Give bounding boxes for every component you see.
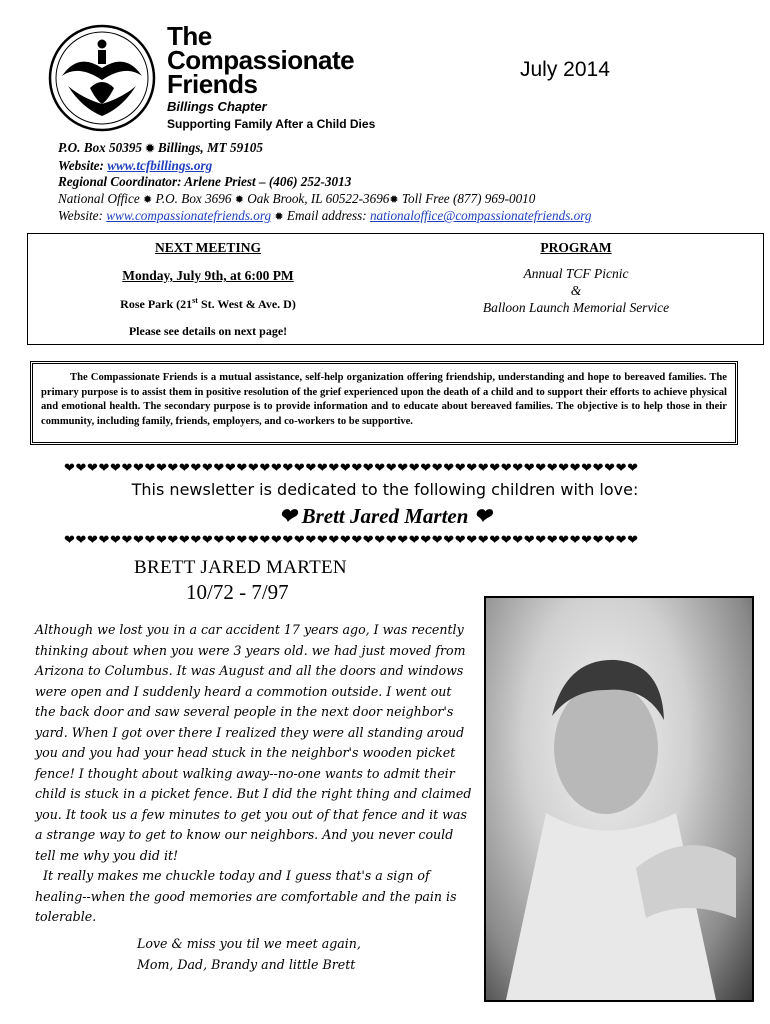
place-post: St. West & Ave. D) bbox=[197, 297, 296, 311]
heart-divider-bottom: ❤❤❤❤❤❤❤❤❤❤❤❤❤❤❤❤❤❤❤❤❤❤❤❤❤❤❤❤❤❤❤❤❤❤❤❤❤❤❤❤❤❤❤❤❤❤❤❤❤❤ bbox=[64, 532, 639, 547]
tribute-dates: 10/72 - 7/97 bbox=[186, 580, 289, 604]
heart-divider-top: ❤❤❤❤❤❤❤❤❤❤❤❤❤❤❤❤❤❤❤❤❤❤❤❤❤❤❤❤❤❤❤❤❤❤❤❤❤❤❤❤❤❤❤❤❤❤❤❤❤❤ bbox=[64, 460, 639, 475]
po-box: P.O. Box 50395 bbox=[58, 140, 143, 155]
org-name-line1: The bbox=[167, 21, 212, 51]
program-line1: Annual TCF Picnic bbox=[523, 266, 629, 281]
dedication-line: This newsletter is dedicated to the following children with love: bbox=[131, 480, 639, 499]
city: Billings, MT 59105 bbox=[157, 140, 263, 155]
local-website-link[interactable]: www.tcfbillings.org bbox=[107, 157, 213, 173]
national-website-line bbox=[58, 208, 591, 226]
national-website-link[interactable]: www.compassionatefriends.org bbox=[106, 208, 272, 223]
meeting-place bbox=[28, 296, 388, 312]
tribute-closing bbox=[137, 934, 361, 975]
tribute-paragraph: Although we lost you in a car accident 17 years ago, I was recently thinking about when you were 3 years old. we had just moved from Arizona to Columbus. It was August and all the doors and windows were open and I suddenly heard a commotion outside. I went out the back door and saw several people in the next door neighbor's yard. When I got over there I realized they were all standing aroud you and you had your head stuck in the neighbor's wooden picket fence! I thought about walking away--no-one wants to admit their child is stuck in a picket fence. But I did the right thing and claimed you. It took us a few minutes to get you out of that fence and it was a strange way to get to know our neighbors. And you never could tell me why you did it! bbox=[35, 622, 472, 863]
meeting-date: Monday, July 9th, at 6:00 PM bbox=[122, 268, 294, 283]
organization-name bbox=[167, 21, 355, 99]
next-meeting-title: NEXT MEETING bbox=[155, 240, 261, 255]
program-column bbox=[388, 234, 764, 316]
closing-line1: Love & miss you til we meet again, bbox=[137, 936, 361, 951]
meeting-box bbox=[27, 233, 764, 345]
closing-line2: Mom, Dad, Brandy and little Brett bbox=[137, 956, 356, 972]
national-office-label: National Office bbox=[58, 190, 140, 206]
tribute-name: BRETT JARED MARTEN bbox=[134, 557, 347, 578]
meeting-note: Please see details on next page! bbox=[128, 324, 288, 338]
tribute-paragraph: It really makes me chuckle today and I guess that's a sign of healing--when the good memories are comfortable and the pain is tolerable. bbox=[35, 868, 457, 924]
regional-coordinator: Regional Coordinator: Arlene Priest – (406) 252-3013 bbox=[58, 174, 352, 189]
bullet-icon: ✹ bbox=[145, 143, 155, 155]
chapter-name: Billings Chapter bbox=[167, 99, 267, 114]
bullet-icon: ✹ bbox=[142, 193, 153, 206]
chapter-logo bbox=[48, 24, 156, 132]
program-line2: & bbox=[570, 283, 582, 298]
bullet-icon: ✹ bbox=[274, 211, 284, 223]
toll-free-number: Toll Free (877) 969-0010 bbox=[401, 190, 536, 206]
tagline: Supporting Family After a Child Dies bbox=[167, 117, 376, 131]
email-link[interactable]: nationaloffice@compassionatefriends.org bbox=[369, 208, 592, 223]
national-city: Oak Brook, IL 60522-3696 bbox=[247, 190, 390, 206]
memorial-photo bbox=[484, 596, 754, 1002]
email-label: Email address: bbox=[286, 208, 367, 223]
dedicated-child-name: ❤ Brett Jared Marten ❤ bbox=[278, 504, 492, 528]
website-label: Website: bbox=[58, 157, 104, 173]
national-po-box: P.O. Box 3696 bbox=[155, 190, 232, 206]
tribute-text bbox=[35, 620, 475, 928]
portrait-silhouette bbox=[486, 598, 752, 1000]
next-meeting-column bbox=[28, 234, 388, 339]
bullet-icon: ✹ bbox=[234, 193, 244, 206]
issue-date: July 2014 bbox=[520, 58, 610, 81]
local-address-line bbox=[58, 140, 591, 158]
place-sup: st bbox=[192, 296, 198, 305]
place-pre: Rose Park (21 bbox=[120, 297, 193, 311]
local-website-line bbox=[58, 158, 591, 175]
bullet-icon: ✹ bbox=[389, 193, 399, 206]
purpose-statement bbox=[30, 361, 738, 445]
org-name-line2: Compassionate bbox=[167, 45, 355, 75]
contact-info bbox=[58, 140, 591, 226]
national-website-label: Website: bbox=[58, 208, 103, 223]
national-office-line bbox=[58, 191, 591, 209]
purpose-text: The Compassionate Friends is a mutual assistance, self-help organization offering friendship, understanding and hope to bereaved families. The primary purpose is to assist them in positive resolution of the grief experienced upon the death of a child and to support their efforts to achieve physical and emotional health. The secondary purpose is to provide information and to educate about bereaved families. The objective is to help those in their community, including family, friends, employers, and co-workers to be supportive. bbox=[41, 372, 727, 427]
program-line3: Balloon Launch Memorial Service bbox=[482, 300, 670, 315]
org-name-line3: Friends bbox=[167, 69, 258, 99]
program-title: PROGRAM bbox=[540, 240, 612, 255]
